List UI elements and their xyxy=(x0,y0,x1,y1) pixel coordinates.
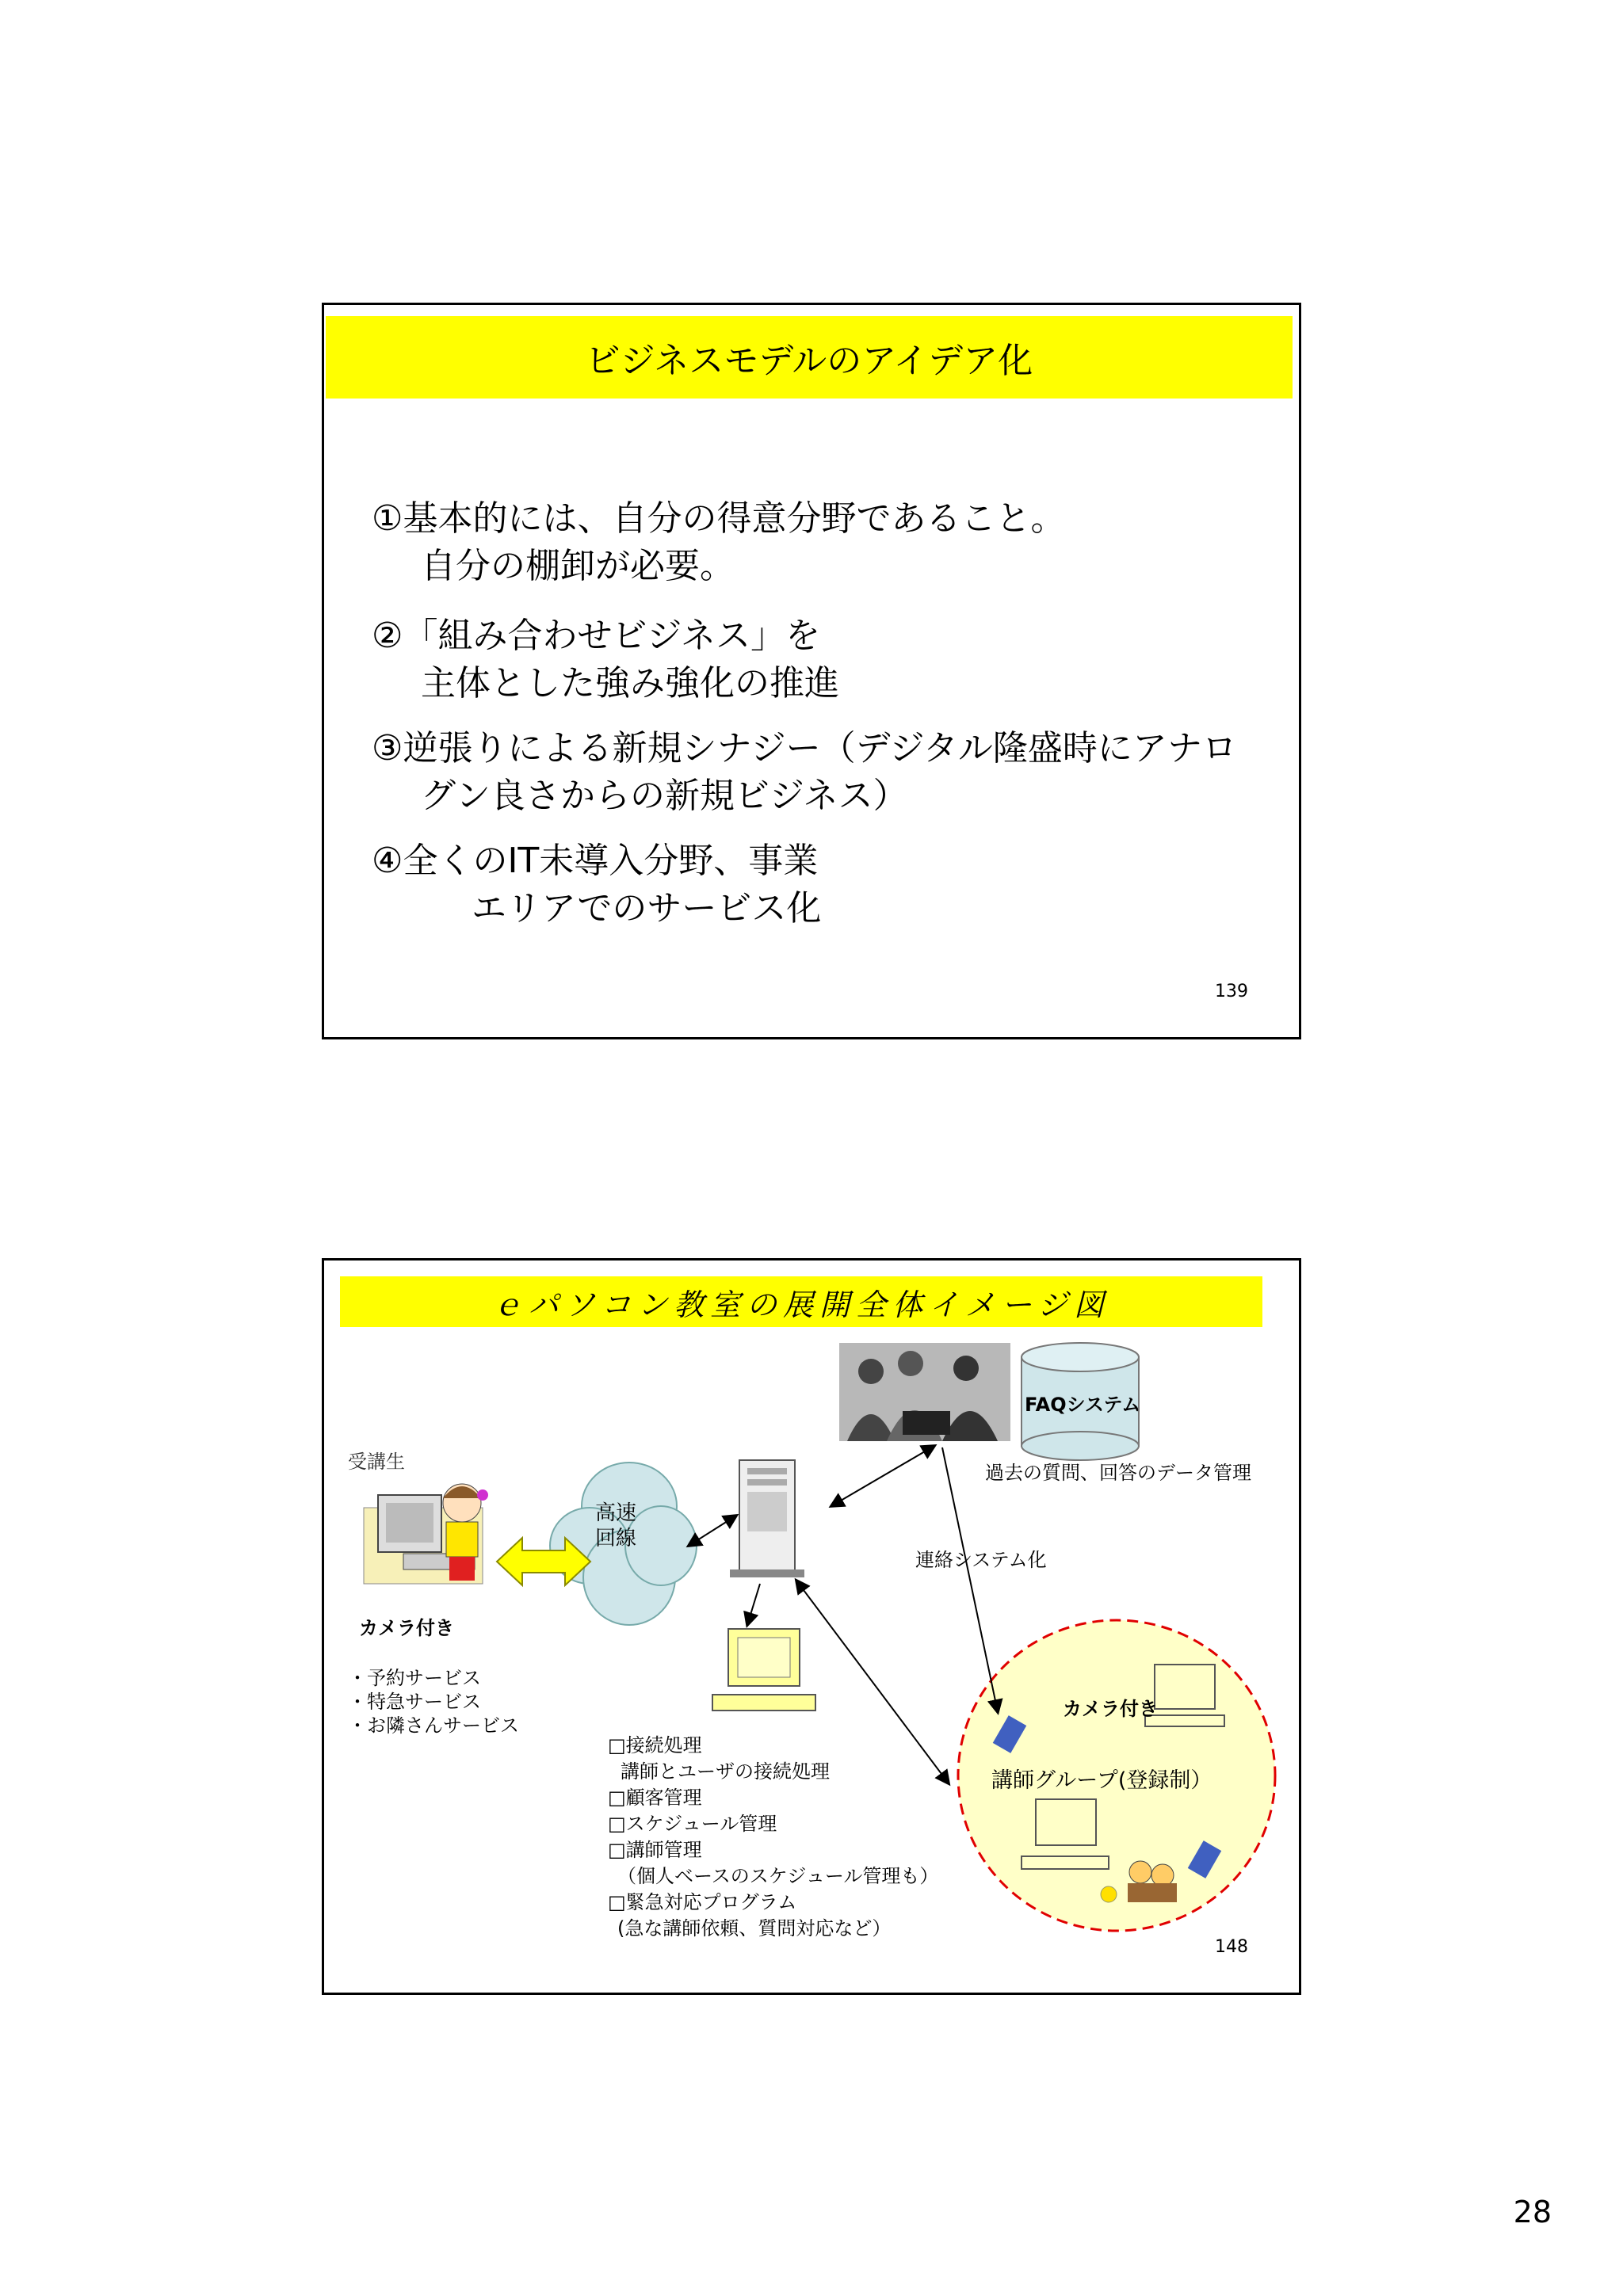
bullet-line: ①基本的には、自分の得意分野であること。 xyxy=(372,498,1066,539)
line-label: 高速 xyxy=(595,1501,637,1525)
camera-label-left: カメラ付き xyxy=(359,1617,454,1639)
faq-label: FAQシステム xyxy=(1025,1394,1141,1416)
camera-label-right: カメラ付き xyxy=(1063,1698,1158,1720)
bullet-line: ④全くのIT未導入分野、事業 xyxy=(372,841,819,881)
bullet-line: 主体とした強み強化の推進 xyxy=(421,663,839,704)
function-list xyxy=(608,1733,938,1942)
function-item: □スケジュール管理 xyxy=(608,1813,777,1835)
function-item: （個人ベースのスケジュール管理も） xyxy=(617,1865,939,1887)
service-item: ・お隣さんサービス xyxy=(348,1714,519,1737)
slide-number: 139 xyxy=(1215,982,1248,1001)
bullet-line: エリアでのサービス化 xyxy=(472,888,822,929)
admin-computer-icon xyxy=(712,1629,815,1711)
faq-description: 過去の質問、回答のデータ管理 xyxy=(985,1462,1251,1484)
function-item: □緊急対応プログラム xyxy=(608,1891,797,1913)
service-item: ・予約サービス xyxy=(348,1667,481,1689)
slide-title-text: ビジネスモデルのアイデア化 xyxy=(585,341,1033,381)
instructor-group-label: 講師グループ(登録制） xyxy=(991,1768,1212,1793)
contact-system-label: 連絡システム化 xyxy=(915,1549,1047,1571)
line-label: 回線 xyxy=(595,1527,637,1550)
meeting-photo xyxy=(839,1343,1010,1441)
bullet-item-4 xyxy=(372,837,821,933)
bullet-item-1 xyxy=(372,495,1065,590)
page-number: 28 xyxy=(1513,2195,1552,2229)
bullet-line: ③逆張りによる新規シナジー（デジタル隆盛時にアナロ xyxy=(372,728,1237,769)
service-list xyxy=(348,1666,519,1737)
function-item: (急な講師依頼、質問対応など） xyxy=(617,1917,892,1939)
bullet-item-3 xyxy=(372,725,1237,820)
bullet-line: グン良さからの新規ビジネス） xyxy=(421,776,908,816)
server-icon xyxy=(730,1460,804,1577)
slide-148 xyxy=(322,1258,1301,1995)
student-label: 受講生 xyxy=(348,1451,405,1473)
bullet-line: ②「組み合わせビジネス」を xyxy=(372,616,821,656)
function-item: □接続処理 xyxy=(608,1734,702,1756)
function-item: 講師とユーザの接続処理 xyxy=(621,1760,830,1783)
bullet-line: 自分の棚卸が必要。 xyxy=(421,546,735,586)
slide-title-text: ｅパソコン教室の展開全体イメージ図 xyxy=(491,1287,1111,1322)
function-item: □顧客管理 xyxy=(608,1787,702,1809)
slide-title xyxy=(326,316,1293,399)
slide-number: 148 xyxy=(1215,1937,1248,1957)
function-item: □講師管理 xyxy=(608,1839,702,1861)
slide-139 xyxy=(322,303,1301,1039)
service-item: ・特急サービス xyxy=(348,1691,481,1713)
bullet-item-2 xyxy=(372,612,839,707)
